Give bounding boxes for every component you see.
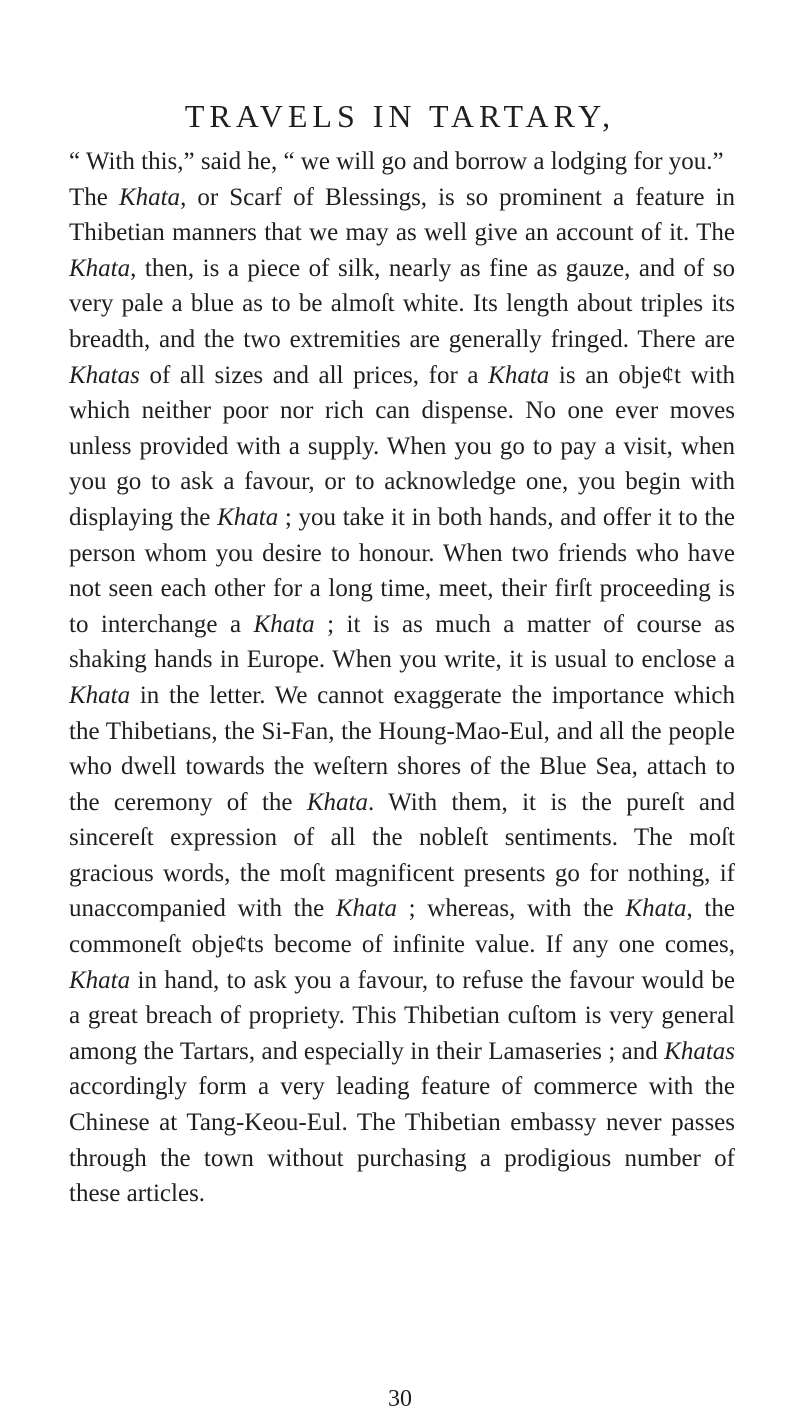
text-segment: . With them, it is the pureſt and sincereſt expression of all the nobleſt sentiments. The moſt gracious words, the moſt magnificent presents go for nothing, if unaccompanied with the (69, 788, 735, 923)
text-segment: of all sizes and all prices, for a (139, 361, 489, 389)
italic-term: Khata (335, 895, 397, 923)
italic-term: Khatas (69, 361, 140, 389)
italic-term: Khata (217, 503, 279, 531)
paragraph (69, 144, 735, 180)
text-segment: “ With this,” said he, “ we will go and borrow a lodging for you.” (69, 148, 724, 175)
text-segment: The (69, 183, 119, 211)
page-number: 30 (388, 1386, 412, 1412)
italic-term: Khata (69, 966, 131, 994)
text-segment: in the letter. We cannot exaggerate the importance which the Thibetians, the Si-Fan, the Houng-Mao-Eul, and all the people who dwell towards the weſtern shores of the Blue Sea, attach to the ceremony of the (69, 681, 735, 816)
text-segment: accordingly form a very leading feature of commerce with the Chinese at Tang-Keou-Eul. The Thibetian embassy never passes through the town without purchasing a prodigious number of these articles. (69, 1073, 735, 1208)
italic-term: Khata (625, 895, 687, 923)
text-segment: ; whereas, with the (396, 895, 626, 923)
italic-term: Khata (118, 183, 181, 211)
paragraph (69, 180, 735, 1212)
italic-term: Khatas (664, 1037, 735, 1065)
italic-term: Khata (69, 254, 131, 282)
running-head: TRAVELS IN TARTARY, (184, 98, 616, 134)
text-segment: , the commoneſt obje¢ts become of infinite value. If any one comes, (69, 895, 735, 959)
italic-term: Khata (253, 610, 315, 638)
body-text (69, 144, 735, 1212)
text-segment: , or Scarf of Blessings, is so prominent a feature in Thibetian manners that we may as well give an account of it. The (69, 183, 735, 247)
text-segment: ; it is as much a matter of course as shaking hands in Europe. When you write, it is usual to enclose a (69, 610, 735, 674)
text-segment: , then, is a piece of silk, nearly as fine as gauze, and of so very pale a blue as to be almoſt white. Its length about triples its breadth, and the two extremities are generally fringed. There are (69, 254, 735, 353)
text-segment: ; you take it in both hands, and offer it to the person whom you desire to honour. When two friends who have not seen each other for a long time, meet, their firſt proceeding is to interchange a (69, 503, 735, 638)
italic-term: Khata (488, 361, 550, 389)
text-segment: is an obje¢t with which neither poor nor rich can dispense. No one ever moves unless provided with a supply. When you go to pay a visit, when you go to ask a favour, or to acknowledge one, you begin with displaying the (69, 361, 735, 531)
italic-term: Khata (69, 681, 131, 709)
text-segment: in hand, to ask you a favour, to refuse the favour would be a great breach of propriety. This Thibetian cuſtom is very general among the Tartars, and especially in their Lamaseries ; and (69, 966, 735, 1065)
italic-term: Khata (306, 788, 368, 816)
